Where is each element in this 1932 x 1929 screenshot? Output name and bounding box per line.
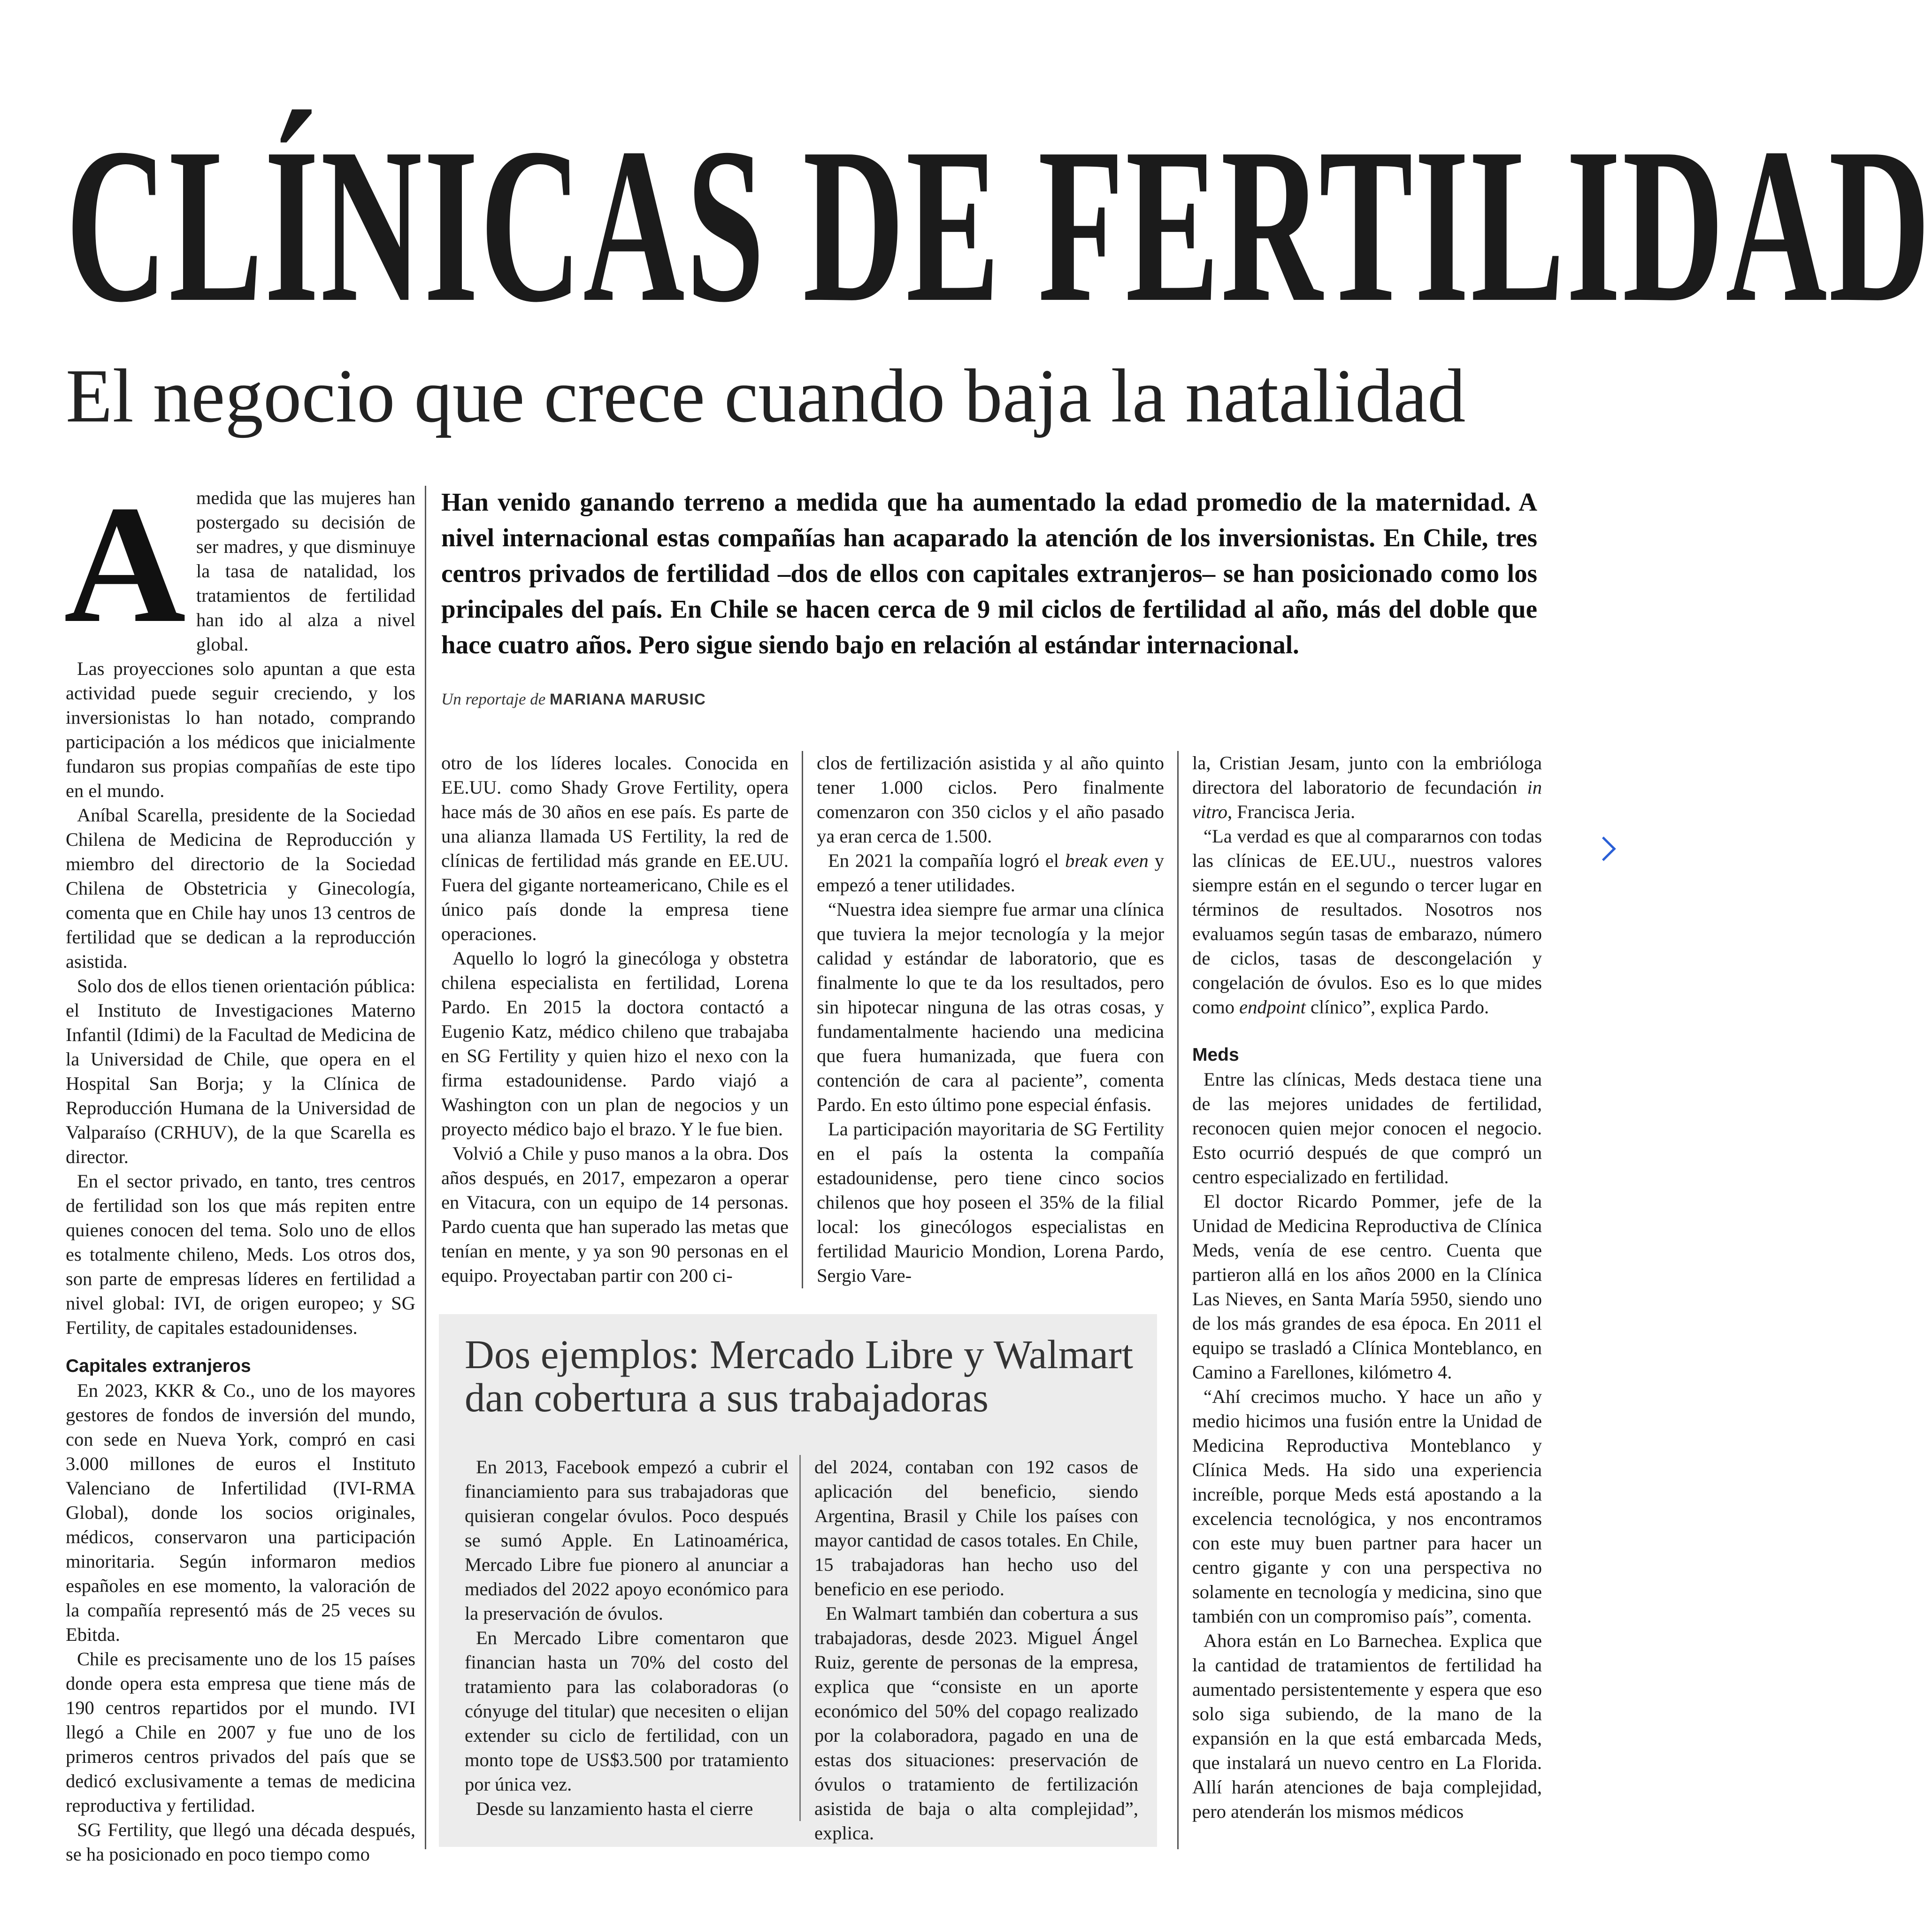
lead-paragraph: Han venido ganando terreno a medida que ha aumentado la edad promedio de la maternidad. A nivel internacional estas compañías han acaparado la atención de los inversionistas. En Chile, tres centros privados de fertilidad –dos de ellos con capitales extranjeros– se han posicionado como los principales del país. En Chile se hacen cerca de 9 mil ciclos de fertilidad al año, más del doble que hace cuatro años. Pero sigue siendo bajo en relación al estándar internacional.	[441, 488, 1537, 659]
paragraph: Chile es precisamente uno de los 15 países donde opera esta empresa que tiene más de 190 centros repartidos por el mundo. IVI llegó a Chile en 2007 y fue uno de los primeros centros privados del país que se dedicó exclusivamente a temas de medicina reproductiva y fertilidad.	[66, 1648, 415, 1816]
paragraph: Volvió a Chile y puso manos a la obra. Dos años después, en 2017, empezaron a operar en Vitacura, con un equipo de 14 personas. Pardo cuenta que han superado las metas que tenían en mente, y ya son 90 personas en el equipo. Proyectaban partir con 200 ci-	[441, 1143, 789, 1286]
paragraph: la, Cristian Jesam, junto con la embrióloga directora del laboratorio de fecundación in vitro, Francisca Jeria.	[1192, 752, 1542, 822]
paragraph: Aníbal Scarella, presidente de la Sociedad Chilena de Medicina de Reproducción y miembro del directorio de la Sociedad Chilena de Obstetricia y Ginecología, comenta que en Chile hay unos 13 centros de fertilidad que se dedican a la reproducción asistida.	[66, 804, 415, 972]
byline-prefix: Un reportaje de	[441, 690, 546, 708]
section-heading: Capitales extranjeros	[66, 1356, 251, 1376]
paragraph: En Mercado Libre comentaron que financian hasta un 70% del costo del tratamiento para las colaboradoras (o cónyuge del titular) que necesiten o elijan extender su ciclo de fertilidad, con un monto tope de US$3.500 por tratamiento por única vez.	[465, 1627, 789, 1795]
paragraph: clos de fertilización asistida y al año quinto tener 1.000 ciclos. Pero finalmente comenzaron con 350 ciclos y el año pasado ya eran cerca de 1.500.	[817, 752, 1164, 847]
sidebar-column-1	[465, 1455, 789, 1821]
paragraph: En Walmart también dan cobertura a sus trabajadoras, desde 2023. Miguel Ángel Ruiz, gerente de personas de la empresa, explica que “consiste en un aporte económico del 50% del copago realizado por la colaboradora, pagado en una de estas dos situaciones: preservación de óvulos o tratamiento de fertilización asistida de baja o alta complejidad”, explica.	[814, 1603, 1138, 1844]
article-column-1	[64, 470, 415, 1867]
paragraph: Las proyecciones solo apuntan a que esta actividad puede seguir creciendo, y los inversionistas lo han notado, comprando participación a los médicos que inicialmente fundaron sus propias compañías de este tipo en el mundo.	[66, 658, 415, 801]
chevron-right-icon[interactable]	[1591, 836, 1616, 861]
paragraph: Solo dos de ellos tienen orientación pública: el Instituto de Investigaciones Materno Infantil (Idimi) de la Facultad de Medicina de la Universidad de Chile, que opera en el Hospital San Borja; y la Clínica de Reproducción Humana de la Universidad de Valparaíso (CRHUV), de la que Scarella es director.	[66, 975, 415, 1167]
paragraph: SG Fertility, que llegó una década después, se ha posicionado en poco tiempo como	[66, 1819, 415, 1865]
paragraph: “Ahí crecimos mucho. Y hace un año y medio hicimos una fusión entre la Unidad de Medicina Reproductiva Monteblanco y Clínica Meds. Ha sido una experiencia increíble, porque Meds está apostando a la excelencia tecnológica, y nos encontramos con este muy buen partner para hacer un centro gigante y con una perspectiva no solamente en tecnología y medicina, sino que también con un compromiso país”, comenta.	[1192, 1386, 1542, 1627]
sidebar-column-2	[814, 1455, 1138, 1845]
sidebar-box	[439, 1314, 1157, 1847]
paragraph: Desde su lanzamiento hasta el cierre	[476, 1798, 753, 1819]
paragraph: otro de los líderes locales. Conocida en EE.UU. como Shady Grove Fertility, opera hace más de 30 años en ese país. Es parte de una alianza llamada US Fertility, la red de clínicas de fertilidad más grande en EE.UU. Fuera del gigante norteamericano, Chile es el único país donde la empresa tiene operaciones.	[441, 752, 789, 944]
column-divider	[802, 751, 803, 1288]
headline: CLÍNICAS DE FERTILIDAD	[66, 103, 1932, 349]
paragraph: Ahora están en Lo Barnechea. Explica que la cantidad de tratamientos de fertilidad ha aumentado persistentemente y espera que eso solo siga subiendo, de la mano de la expansión en la que está embarcada Meds, que instalará un nuevo centro en La Florida. Allí harán atenciones de baja complejidad, pero atenderán los mismos médicos	[1192, 1630, 1542, 1822]
drop-cap: A	[64, 470, 186, 658]
paragraph: En 2021 la compañía logró el break even y empezó a tener utilidades.	[817, 850, 1164, 896]
paragraph: En 2023, KKR & Co., uno de los mayores gestores de fondos de inversión del mundo, con sede en Nueva York, compró en casi 3.000 millones de euros el Instituto Valenciano de Infertilidad (IVI-RMA Global), donde los socios originales, médicos, conservaron una participación minoritaria. Según informaron medios españoles en ese momento, la valoración de la compañía representó más de 25 veces su Ebitda.	[66, 1380, 415, 1645]
paragraph: El doctor Ricardo Pommer, jefe de la Unidad de Medicina Reproductiva de Clínica Meds, venía de ese centro. Cuenta que partieron allá en los años 2000 en la Clínica Las Nieves, en Santa María 5950, siendo uno de los más grandes de esa época. En 2011 el equipo se trasladó a Clínica Monteblanco, en Camino a Farellones, kilómetro 4.	[1192, 1191, 1542, 1383]
column-divider	[425, 486, 426, 1849]
paragraph: Entre las clínicas, Meds destaca tiene una de las mejores unidades de fertilidad, reconocen quien mejor conocen el negocio. Esto ocurrió después de que compró un centro especializado en fertilidad.	[1192, 1069, 1542, 1187]
sidebar-title: Dos ejemplos: Mercado Libre y Walmart dan cobertura a sus trabajadoras	[465, 1332, 1134, 1420]
paragraph: En 2013, Facebook empezó a cubrir el financiamiento para sus trabajadoras que quisieran congelar óvulos. Poco después se sumó Apple. En Latinoamérica, Mercado Libre fue pionero al anunciar a mediados del 2022 apoyo económico para la preservación de óvulos.	[465, 1456, 789, 1624]
paragraph: del 2024, contaban con 192 casos de aplicación del beneficio, siendo Argentina, Brasil y Chile los países con mayor cantidad de casos totales. En Chile, 15 trabajadoras han hecho uso del beneficio en ese periodo.	[814, 1456, 1138, 1600]
article-column-2	[441, 751, 789, 1288]
section-heading: Meds	[1192, 1045, 1239, 1065]
paragraph: En el sector privado, en tanto, tres centros de fertilidad son los que más repiten entre quienes conocen del tema. Solo uno de ellos es totalmente chileno, Meds. Los otros dos, son parte de empresas líderes en fertilidad a nivel global: IVI, de origen europeo; y SG Fertility, de capitales estadounidenses.	[66, 1171, 415, 1338]
paragraph: “La verdad es que al compararnos con todas las clínicas de EE.UU., nuestros valores siempre están en el segundo o tercer lugar en términos de resultados. Nosotros nos evaluamos según tasas de embarazo, número de ciclos, tasas de descongelación y congelación de óvulos. Eso es lo que mides como endpoint clínico”, explica Pardo.	[1192, 826, 1542, 1018]
column-divider	[799, 1455, 801, 1821]
byline	[441, 690, 706, 709]
subheadline: El negocio que crece cuando baja la natalidad	[66, 354, 1466, 438]
column-divider	[1177, 751, 1179, 1849]
article-column-3	[817, 751, 1164, 1288]
byline-author: MARIANA MARUSIC	[550, 690, 706, 708]
paragraph: Aquello lo logró la ginecóloga y obstetra chilena especialista en fertilidad, Lorena Pardo. En 2015 la doctora contactó a Eugenio Katz, médico chileno que trabajaba en SG Fertility y quien hizo el nexo con la firma estadounidense. Pardo viajó a Washington con un plan de negocios y un proyecto médico bajo el brazo. Y le fue bien.	[441, 948, 789, 1140]
article-column-4	[1192, 751, 1542, 1824]
paragraph: medida que las mujeres han postergado su decisión de ser madres, y que disminuye la tasa de natalidad, los tratamientos de fertilidad han ido al alza a nivel global.	[196, 487, 415, 655]
paragraph: La participación mayoritaria de SG Fertility en el país la ostenta la compañía estadounidense, pero tiene cinco socios chilenos que hoy poseen el 35% de la filial local: los ginecólogos especialistas en fertilidad Mauricio Mondion, Lorena Pardo, Sergio Vare-	[817, 1118, 1164, 1286]
paragraph: “Nuestra idea siempre fue armar una clínica que tuviera la mejor tecnología y la mejor calidad y estándar de laboratorio, que es finalmente lo que te da los resultados, pero sin hipotecar ninguna de las otras cosas, y fundamentalmente haciendo una medicina que fuera humanizada, que fuera con contención de cara al paciente”, comenta Pardo. En esto último pone especial énfasis.	[817, 899, 1164, 1115]
